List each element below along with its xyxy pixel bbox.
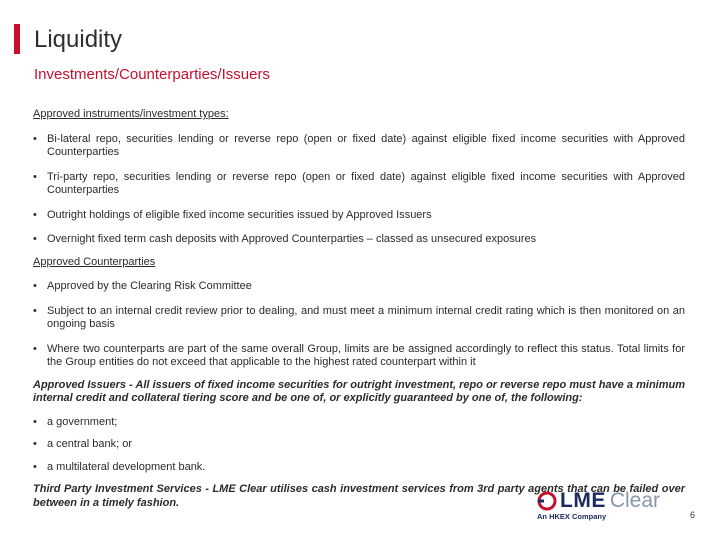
- list-item: • Overnight fixed term cash deposits with Approved Counterparties – classed as unsecured exposures: [33, 233, 537, 245]
- counterparties-heading: Approved Counterparties: [33, 255, 156, 268]
- title-accent-bar: [14, 24, 20, 54]
- list-item: • a multilateral development bank.: [33, 460, 206, 473]
- issuers-paragraph: Approved Issuers - All issuers of fixed income securities for outright investment, repo or reverse repo must have a minimum internal credit and collateral tiering score and be one of, or explicitly guaranteed by one of, the following:: [33, 378, 685, 404]
- lme-clear-logo: [536, 489, 671, 527]
- third-party-paragraph: Third Party Investment Services - LME Clear utilises cash investment services from 3rd party agents that can be failed over between in a timely fashion.: [33, 483, 685, 509]
- logo-brand-light: Clear: [609, 489, 661, 512]
- logo-tagline: An HKEX Company: [537, 512, 607, 521]
- list-item: • Where two counterparts are part of the same overall Group, limits are be assigned accordingly to reflect this status. Total limits for the Group entities do not exceed that applicable to the highest rated counterpart within it: [33, 342, 685, 368]
- list-item: • Tri-party repo, securities lending or reverse repo (open or fixed date) against eligible fixed income securities with Approved Counterparties: [33, 170, 685, 196]
- page-number: 6: [690, 510, 696, 520]
- lme-logo-mark-icon: [536, 490, 558, 512]
- slide-content: [33, 108, 685, 520]
- list-item: • Outright holdings of eligible fixed income securities issued by Approved Issuers: [33, 208, 432, 221]
- list-item: • a central bank; or: [33, 438, 132, 450]
- page-subtitle: Investments/Counterparties/Issuers: [34, 66, 270, 83]
- list-item: • Subject to an internal credit review prior to dealing, and must meet a minimum internal credit rating which is then monitored on an ongoing basis: [33, 304, 685, 330]
- page-title: Liquidity: [34, 26, 123, 53]
- list-item: • Bi-lateral repo, securities lending or reverse repo (open or fixed date) against eligible fixed income securities with Approved Counterparties: [33, 132, 685, 158]
- list-item: • Approved by the Clearing Risk Committee: [33, 280, 252, 292]
- instruments-heading: Approved instruments/investment types:: [33, 108, 229, 120]
- logo-brand-bold: LME: [560, 489, 606, 512]
- list-item: • a government;: [33, 415, 118, 428]
